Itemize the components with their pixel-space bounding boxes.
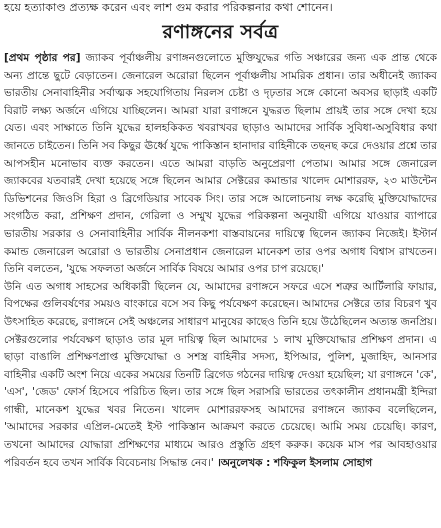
article-body [4,50,437,526]
article-paragraph [4,50,437,279]
byline: ।অনুলেখক : শফিকুল ইসলাম সোহাগ [217,456,373,469]
article-headline: রণাঙ্গনের সর্বত্র [162,21,279,43]
article-paragraph [4,279,437,473]
preceding-article-text: হয়ে হত্যাকাণ্ড প্রত্যক্ষ করেন এবং লাশ গুম করার পরিকল্পনার কথা শোনেন। [4,1,333,14]
continued-from-label: [প্রথম পৃষ্ঠার পর] [4,52,81,64]
paragraph-text: উনি এত অগাধ সাহসের অধিকারী ছিলেন যে, আমাদের রণাঙ্গনে সফরে এসে শত্রুর আর্টিলারি ফায়ার, বিপক্ষের গুলিবর্ষণের সময়ও বাংকারে বসে সব কিছু পর্যবেক্ষণ করেছেন। আমাদের সেক্টরে তার বিচরণ খুব উৎসাহিত করেছে, রণাঙ্গনে সেই অঞ্চলের সাধারণ মানুষের কাছেও তিনি হয়ে উঠেছিলেন অত্যন্ত জনপ্রিয়। সেক্টরগুলোর পর্যবেক্ষণ ছাড়াও তার মূল দায়িত্ব ছিল আমাদের ১ লাখ মুক্তিযোদ্ধার প্রশিক্ষণ প্রদান। এ ছাড়া বাঙালি প্রশিক্ষণপ্রাপ্ত মুক্তিযোদ্ধা ও সশস্ত্র বাহিনীর সদস্য, ইপিআর, পুলিশ, মুজাহিদ, আনসার বাহিনীর একটি অংশ নিয়ে একের সময়ের তিনটি ব্রিগেড গঠনের দায়িত্ব দেওয়া হয়েছিল; যা রণাঙ্গনে 'কে', 'এস', 'জেড' ফোর্স হিসেবে পরিচিত ছিল। তার সঙ্গে ছিল সরাসরি ভারতের তৎকালীন প্রধানমন্ত্রী ইন্দিরা গান্ধী, মানেকশ যুদ্ধের খবর নিতেন। খালেদ মোশাররফসহ আমাদের রণাঙ্গনে জ্যাকব বলেছিলেন, 'আমাদের সরকার এপ্রিল-মেতেই ইস্ট পাকিস্তান আক্রমণ করতে চেয়েছে। আমি সময় চেয়েছি। কারণ, তখনো আমাদের যোদ্ধারা প্রশিক্ষণের মাধ্যমে আরও প্রস্তুতি গ্রহণ করুক। কয়েক মাস পর আবহাওয়ার পরিবর্তন হবে তখন সার্বিক বিবেচনায় সিদ্ধান্ত নেব।' [4,280,437,469]
paragraph-text: জ্যাকব পূর্বাঞ্চলীয় রণাঙ্গনগুলোতে মুক্তিযুদ্ধের গতি সঞ্চারের জন্য এক প্রান্ত থেকে অন্য প্রান্তে ছুটে বেড়াতেন। জেনারেল অরোরা ছিলেন পূর্বাঞ্চলীয় সামরিক প্রধান। তার অধীনেই জ্যাকব ভারতীয় সেনাবাহিনীর সর্বাত্মক সহযোগিতায় নিরলস চেষ্টা ও দৃঢ়তার সঙ্গে কোনো অবসর ছাড়াই একটি বিরাট লক্ষ্য অর্জনে এগিয়ে যাচ্ছিলেন। আমরা যারা রণাঙ্গনে যুদ্ধরত ছিলাম প্রায়ই তার সঙ্গে দেখা হয়ে যেত। এবং সাক্ষাতে তিনি যুদ্ধের হালহকিকত খবরাখবর ছাড়াও আমাদের সার্বিক সুবিধা-অসুবিধার কথা জানতে চাইতেন। তিনি সব কিছুর ঊর্ধ্বে যুদ্ধে পাকিস্তান হানাদার বাহিনীকে তছনছ করে দেওয়ার প্রশ্নে তার আপসহীন মনোভাব ব্যক্ত করতেন। এতে আমরা বাড়তি অনুপ্রেরণা পেতাম। আমার সঙ্গে জেনারেল জ্যাকবের যতবারই দেখা হয়েছে সঙ্গে ছিলেন আমার সেক্টরের কমান্ডার খালেদ মোশাররফ, ২৩ মাউন্টেন ডিভিশনের জিওসি হিরা ও ব্রিগেডিয়ার সাবেক সিং। তার সঙ্গে আলোচনায় লক্ষ করেছি মুক্তিযোদ্ধাদের সংগঠিত করা, প্রশিক্ষণ প্রদান, গেরিলা ও সম্মুখ যুদ্ধের পরিকল্পনা অনুযায়ী এগিয়ে যাওয়ার ব্যাপারে ভারতীয় সরকার ও সেনাবাহিনীর সার্বিক নীলনকশা বাস্তবায়নের দায়িত্বে ছিলেন জ্যাকব নিজেই। ইস্টার্ন কমান্ড জেনারেল অরোরা ও ভারতীয় সেনাপ্রধান জেনারেল মানেকশ তার ওপর অগাধ বিশ্বাস রাখতেন। তিনি বলতেন, 'যুদ্ধে সফলতা অর্জনে সার্বিক বিষয়ে আমার ওপর চাপ রয়েছে।' [4,52,437,276]
